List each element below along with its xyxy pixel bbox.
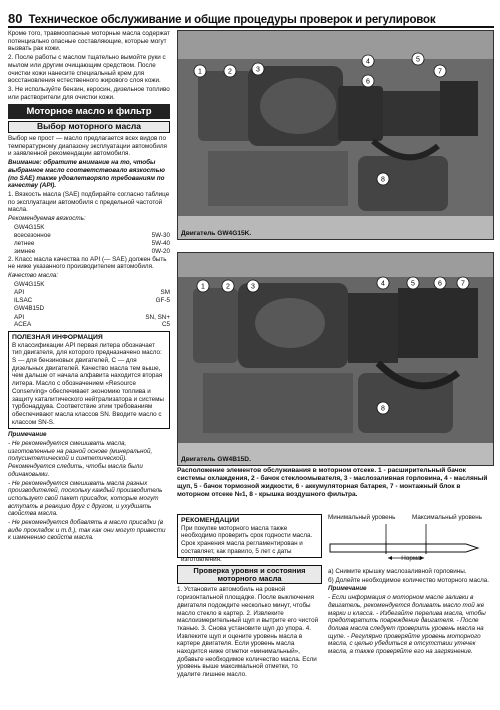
note-1: - Не рекомендуется смешивать масла, изготовленные на разной основе (минеральной, полусинтетической и синтетической). Рекомендуется следить, чтобы масла были одинаковыми. xyxy=(8,440,153,478)
quality-list-2 xyxy=(8,314,170,329)
page-number: 80 xyxy=(8,11,23,26)
note-title: Примечание xyxy=(8,431,47,439)
note-3: - Не рекомендуется добавлять в масло присадки (в виде прокладок и т.д.), так как они могут привести к изменению свойств масла. xyxy=(8,519,166,542)
viscosity-list xyxy=(8,232,170,255)
engine-label-2: GW4G15K xyxy=(14,280,45,288)
check-right-column xyxy=(328,568,492,706)
list-item: ACEA C5 xyxy=(14,321,170,329)
svg-text:8: 8 xyxy=(381,176,385,184)
svg-text:3: 3 xyxy=(251,283,255,291)
engine-label-3: GW4B15D xyxy=(14,304,45,312)
svg-text:4: 4 xyxy=(366,58,370,66)
engine-label-1: GW4G15K xyxy=(14,223,45,231)
svg-text:1: 1 xyxy=(201,283,205,291)
check-step-a: а) Снимите крышку маслозаливной горловины. xyxy=(328,568,467,575)
svg-text:3: 3 xyxy=(256,66,260,74)
photo1-caption: Двигатель GW4G15K. xyxy=(181,230,252,237)
viscosity-title: Рекомендуемая вязкость: xyxy=(8,215,86,223)
norm-label: Норма xyxy=(401,555,421,562)
intro-paragraph: Кроме того, травмоопасные моторные масла содержат потенциально опасные составляющие, которые могут вызвать рак кожи. xyxy=(8,30,170,53)
viscosity-paragraph: 1. Вязкость масла (SAE) подбирайте согласно таблице по эксплуатации автомобиля с предельной частотой масла. xyxy=(8,190,170,214)
svg-text:7: 7 xyxy=(461,280,465,288)
select-paragraph: Выбор не прост — масло предлагается всех видов по температурному диапазону эксплуатации автомобиля и заявленной рекомендации автомобиля. xyxy=(8,135,167,158)
recommendations-box xyxy=(177,514,322,563)
svg-text:2: 2 xyxy=(226,283,230,291)
svg-text:7: 7 xyxy=(438,68,442,76)
quality-title: Качество масла: xyxy=(8,271,59,279)
svg-text:5: 5 xyxy=(411,280,415,288)
right-note-body: - Если информация о моторном масле заливки в двигатель, рекомендуется доливать масло той же марки и класса. - Избегайте перелива масла, чтобы предотвратить повреждение двигателя. - После долива масла следует проверить уровень масла на щупе. - Регулярно проверяйте уровень моторного масла, с целью убедиться в отсутствии утечек масла, а также проверяйте его на загрязнение. xyxy=(328,594,486,656)
svg-text:8: 8 xyxy=(381,405,385,413)
check-title: Проверка уровня и состояния моторного масла xyxy=(177,565,322,584)
info-title: ПОЛЕЗНАЯ ИНФОРМАЦИЯ xyxy=(12,333,103,341)
check-step-b: б) Долейте необходимое количество моторного масла. xyxy=(328,576,490,584)
list-item: всесезонное 5W-30 xyxy=(14,232,170,240)
dipstick-diagram xyxy=(326,514,492,564)
legend-caption: Расположение элементов обслуживания в моторном отсеке. 1 - расширительный бачок системы охлаждения, 2 - бачок стеклоомывателя, 3 - маслозаливная горловина, 4 - масляный щуп, 5 - бачок тормозной жидкости, 6 - аккумуляторная батарея, 7 - монтажный блок в моторном отсеке №1, 8 - крышка воздушного фильтра. xyxy=(177,467,488,498)
svg-text:5: 5 xyxy=(416,56,420,64)
svg-text:1: 1 xyxy=(198,68,202,76)
left-column xyxy=(8,30,170,706)
rec-title: РЕКОМЕНДАЦИИ xyxy=(181,517,240,524)
warning-text: Внимание: обратите внимание на то, чтобы выбранное масло соответствовало вязкостью (по SAE) также удовлетворяло требованиям по качеству (API). xyxy=(8,159,165,190)
list-item: ILSAC GF-5 xyxy=(14,297,170,305)
section-title: Моторное масло и фильтр xyxy=(8,104,170,119)
paragraph-2: 2. После работы с маслом тщательно вымойте руки с мылом или другим очищающим средством. После очистки кожи нанесите специальный крем для восстановления естественного жирового слоя кожи. xyxy=(8,54,166,85)
right-note-title: Примечание xyxy=(328,585,367,593)
quality-list xyxy=(8,289,170,304)
min-level-label: Минимальный уровень xyxy=(328,514,396,521)
callout-layer-2 xyxy=(178,253,493,465)
page-title: Техническое обслуживание и общие процедуры проверок и регулировок xyxy=(28,14,436,26)
quality-paragraph: 2. Класс масла качества по API (— SAE) должен быть не ниже указанного производителем автомобиля. xyxy=(8,255,167,271)
info-box xyxy=(8,331,170,429)
check-body: 1. Установите автомобиль на ровной горизонтальной площадке. После выключения двигателя подождите несколько минут, чтобы масло стекло в картер. 2. Извлеките маслоизмерительный щуп и вытрите его чистой тканью. 3. Снова установите щуп до упора. 4. Извлеките щуп и оцените уровень масла в картере двигателя. Если уровень масла находится ниже отметки «минимальный», добавьте необходимое количество масла. Если уровень выше максимальной отметки, то удалите лишнее масло. xyxy=(177,586,319,679)
rec-body: При покупке моторного масла также необходимо проверить срок годности масла. Срок хранения масла регламентирован и составляет, как правило, 5 лет с даты изготовления. xyxy=(181,524,313,563)
page-header xyxy=(8,4,494,28)
svg-text:6: 6 xyxy=(366,78,370,86)
engine-photo-2 xyxy=(177,252,494,466)
svg-text:4: 4 xyxy=(381,280,385,288)
list-item: API SN, SN+ xyxy=(14,313,170,321)
note-2: - Не рекомендуется смешивать масла разных производителей, поскольку каждый производитель использует свой пакет присадок, которые могут вступать в реакцию друг с другом, и ухудшать свойства масла. xyxy=(8,479,163,518)
paragraph-3: 3. Не используйте бензин, керосин, дизельное топливо или растворители для очистки кожи. xyxy=(8,85,170,101)
info-body: В классификации API первая литера обозначает тип двигателя, для которого предназначено масло: S — для бензиновых двигателей, С — для дизельных двигателей. Качество масла тем выше, чем дальше от начала алфавита находится вторая литера. Масло с обозначением «Resource Conserving» обеспечивает экономию топлива и защиту каталитического нейтрализатора и системы турбонаддува. Соответствие этим требованиям обеспечивают масла классов SN. Вводите масло с классом SN-S. xyxy=(12,341,164,426)
svg-text:6: 6 xyxy=(438,280,442,288)
callout-layer-1 xyxy=(178,31,493,239)
subhead-select-oil: Выбор моторного масла xyxy=(8,121,170,133)
check-section xyxy=(177,563,322,706)
photo2-caption: Двигатель GW4B15D. xyxy=(181,456,251,463)
list-item: API SM xyxy=(14,289,170,297)
svg-text:2: 2 xyxy=(228,68,232,76)
max-level-label: Максимальный уровень xyxy=(412,514,482,521)
list-item: зимнее 0W-20 xyxy=(14,247,170,255)
list-item: летнее 5W-40 xyxy=(14,240,170,248)
engine-photo-1 xyxy=(177,30,494,240)
